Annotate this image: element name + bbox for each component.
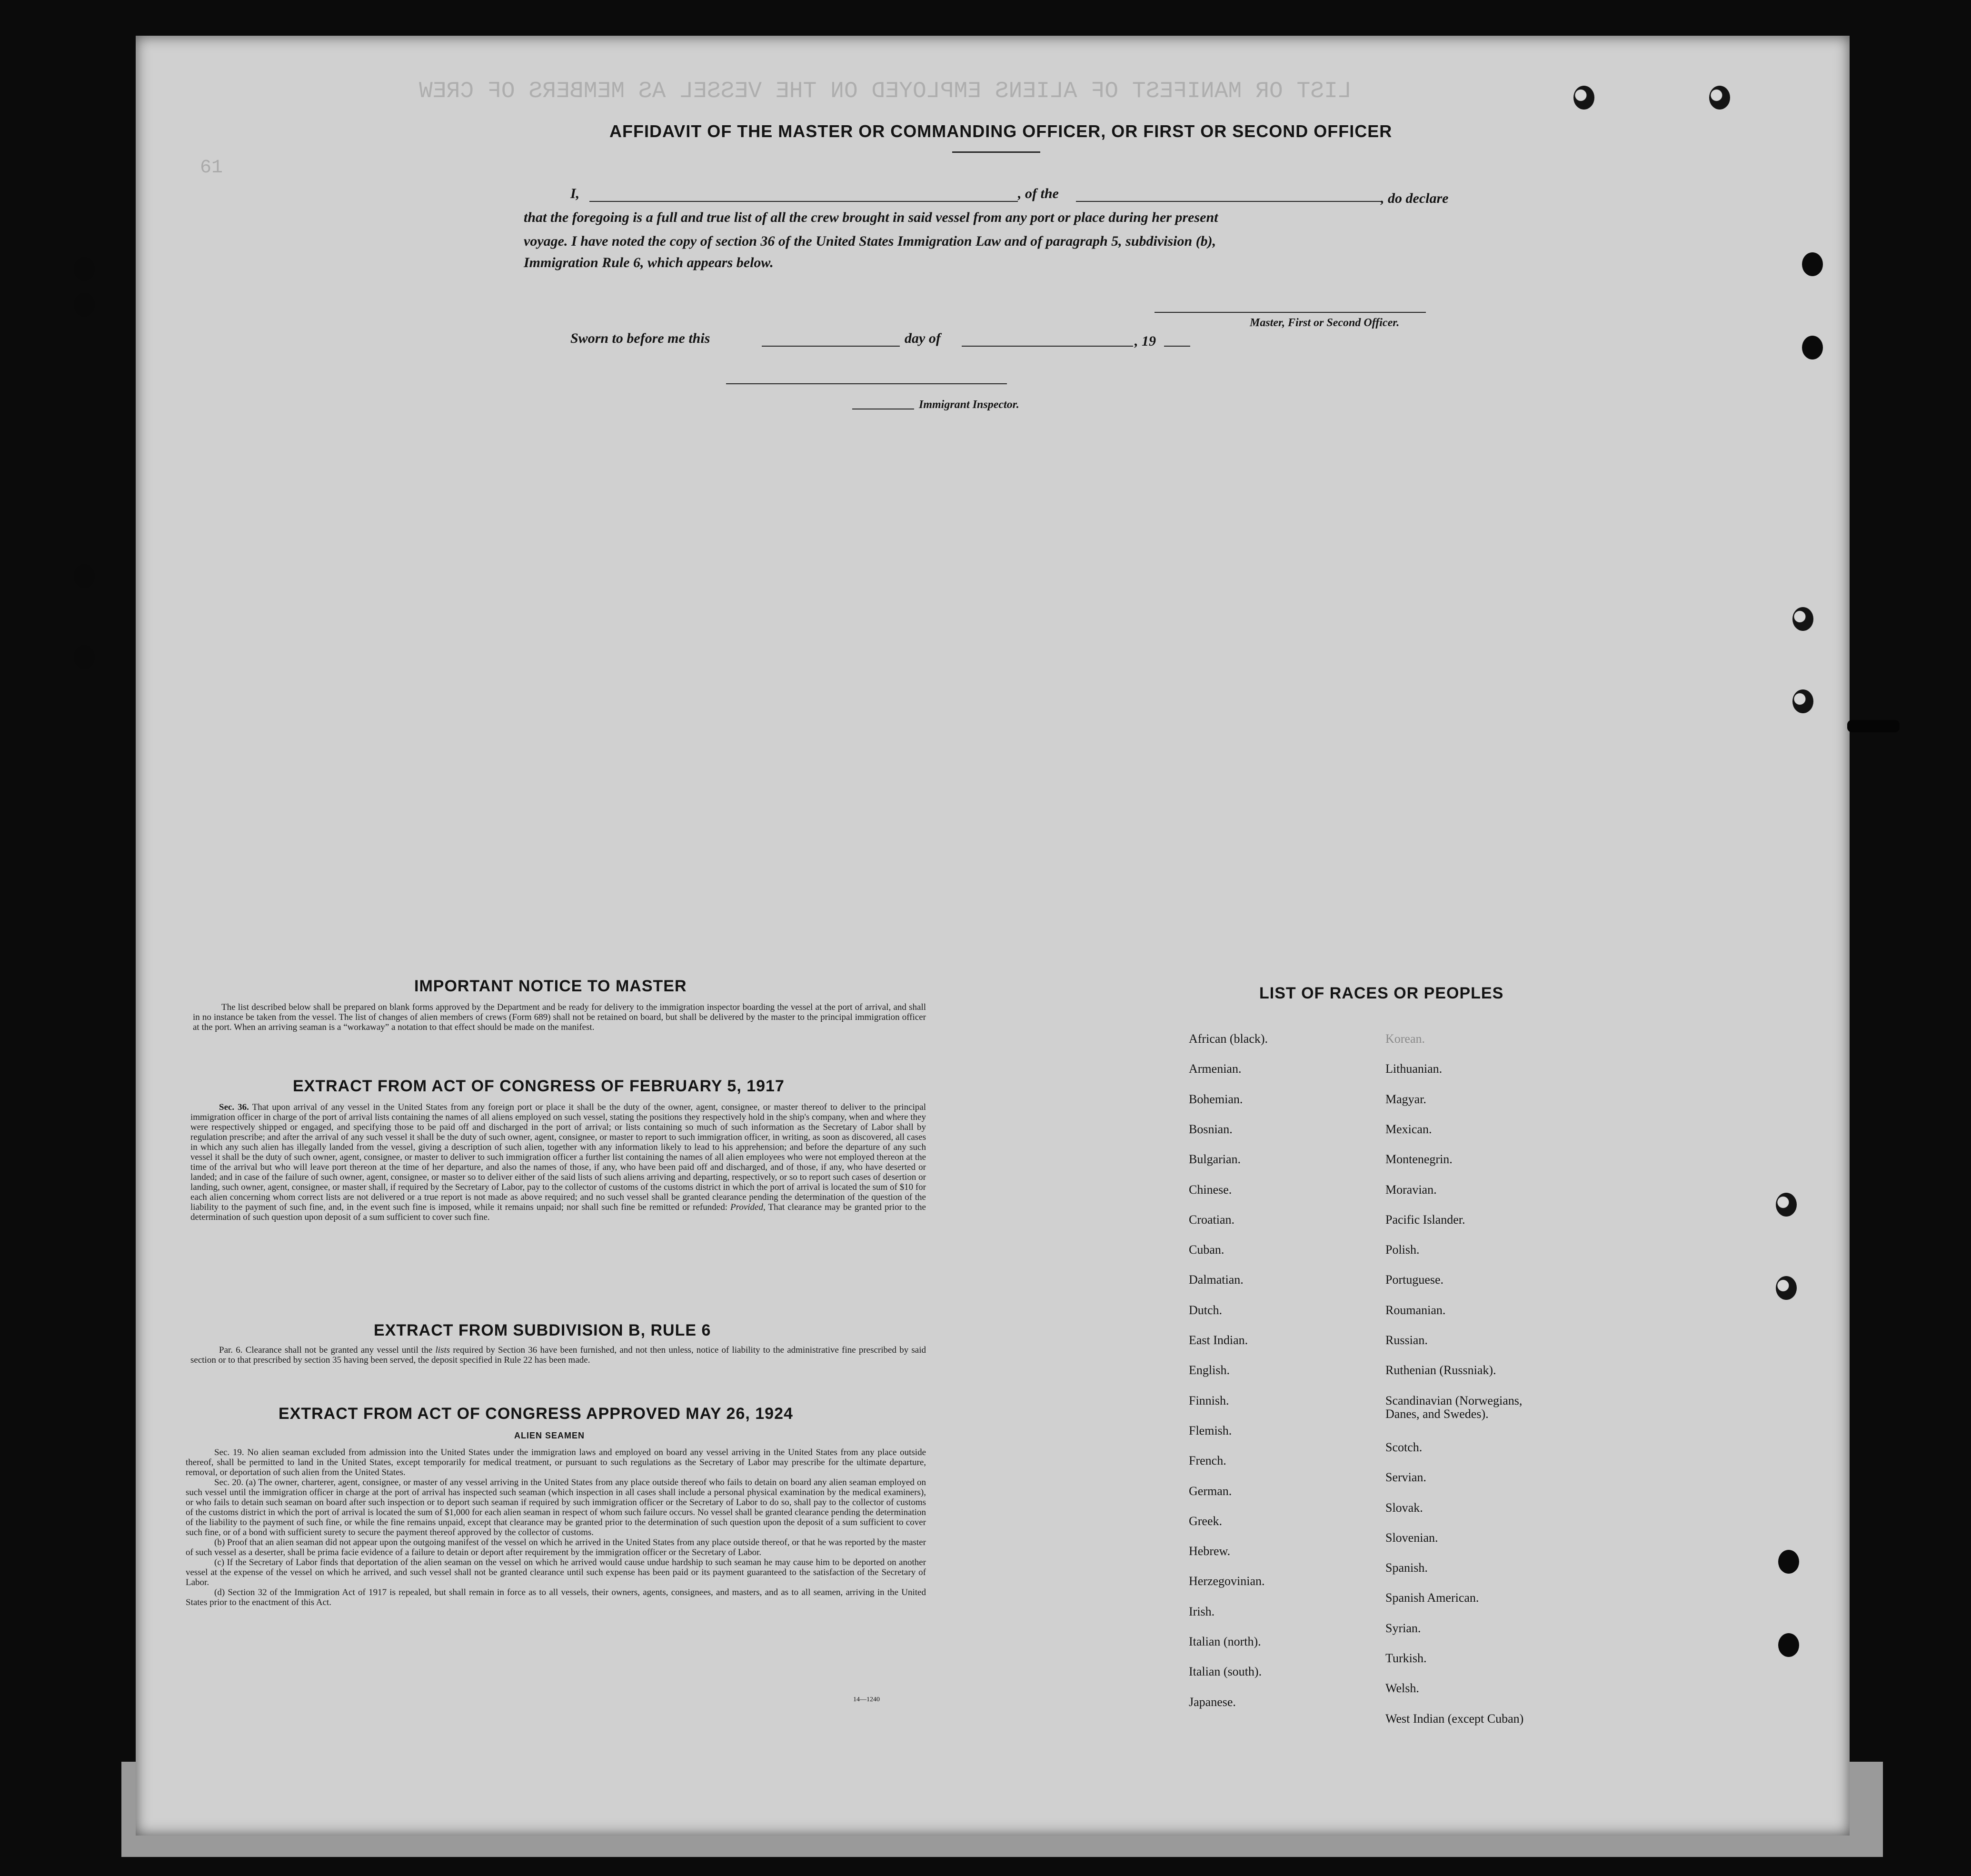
sec-20a: Sec. 20. (a) The owner, charterer, agent, consignee, or master of any vessel arriving in the United States from any place outside thereof who fails to detain on board any alien seaman employed on such vessel until the immigration officer in charge at the port of arrival has inspected such seaman (which inspection in all cases shall include a personal physical examination by the medical examiners), or who fails to detain such seaman on board after such inspection or to deport such seaman if required by such immigration officer or the Secretary of Labor to do so, shall pay to the collector of customs of the customs district in which the port of arrival is located the sum of $1,000 for each alien seaman in respect of whom such failure occurs. No vessel shall be granted clearance pending the determination of the liability to the payment of such fine, or while the fine remains unpaid, except that clearance may be granted prior to the determination of such question upon the deposit of a sum sufficient to cover such fine, or of a bond with sufficient surety to secure the payment thereof approved by the collector of customs. [186,1477,926,1537]
race-item: Magyar. [1385,1092,1426,1106]
race-item: Irish. [1189,1604,1215,1618]
of-the-label: , of the [1018,186,1059,201]
race-item: Russian. [1385,1333,1428,1347]
race-item: Cuban. [1189,1243,1224,1257]
race-item: Croatian. [1189,1212,1235,1227]
notice-title: IMPORTANT NOTICE TO MASTER [414,977,687,995]
sec-36-label: Sec. 36. [219,1102,249,1112]
name-line [589,201,1018,202]
race-item: Polish. [1385,1243,1420,1257]
punch-hole [1776,1193,1797,1217]
i-label: I, [570,186,580,201]
race-item: Portuguese. [1385,1273,1444,1287]
extract-1924-title: EXTRACT FROM ACT OF CONGRESS APPROVED MAY 26, 1924 [279,1405,793,1423]
race-item: Bohemian. [1189,1092,1243,1106]
rule6-text-after: required by Section 36 have been furnished, and not then unless, notice of liability to the administrative fine prescribed by said section or to that prescribed by section 35 having been served, the deposit specified in Rule 22 has been made. [190,1345,926,1365]
race-item: Montenegrin. [1385,1152,1453,1167]
race-item: Chinese. [1189,1182,1232,1197]
race-item: Pacific Islander. [1385,1212,1465,1227]
punch-hole [1776,1276,1797,1300]
day-line [762,346,900,347]
affidavit-body-1: that the foregoing is a full and true list of all the crew brought in said vessel from any port or place during her present [524,210,1218,225]
race-item: Italian (south). [1189,1665,1262,1679]
race-item: Korean. [1385,1032,1425,1046]
race-item: Armenian. [1189,1062,1242,1076]
race-item: Mexican. [1385,1122,1432,1136]
punch-hole [1709,86,1730,110]
affidavit-heading: AFFIDAVIT OF THE MASTER OR COMMANDING OFFICER, OR FIRST OR SECOND OFFICER [609,121,1393,141]
punch-hole [1802,336,1823,359]
provided-body: That clearance may be granted prior to the determination of such question upon deposit of a sum sufficient to cover such fine. [190,1202,926,1222]
margin-number: 61 [200,157,223,179]
extract-1917-title: EXTRACT FROM ACT OF CONGRESS OF FEBRUARY 5, 1917 [293,1077,785,1095]
race-item: Slovak. [1385,1500,1423,1515]
punch-hole [1792,689,1813,713]
race-item: Lithuanian. [1385,1062,1443,1076]
extract-1924-text [186,1447,926,1607]
rule6-text-before: Par. 6. Clearance shall not be granted any vessel until the [219,1345,433,1355]
race-item: West Indian (except Cuban) [1385,1711,1524,1726]
inspector-label: Immigrant Inspector. [919,399,1019,411]
race-item: Danes, and Swedes). [1385,1407,1489,1421]
year-label: , 19 [1135,333,1156,349]
race-item: Italian (north). [1189,1635,1261,1648]
race-item: French. [1189,1454,1226,1468]
race-item: Scandinavian (Norwegians, [1385,1393,1523,1407]
race-item: African (black). [1189,1032,1268,1046]
race-item: Bosnian. [1189,1122,1233,1136]
punch-hole [1573,86,1594,110]
punch-hole [1792,607,1813,631]
punch-hole [74,645,95,669]
punch-hole [1778,1550,1799,1574]
vessel-line [1076,201,1381,202]
punch-hole [74,257,95,281]
sec-20c: (c) If the Secretary of Labor finds that deportation of the alien seaman on the vessel on which he arrived would cause undue hardship to such seaman he may cause him to be deported on another vessel at the expense of the vessel on which he arrived, and such vessel shall not be granted clearance until such expense has been paid or its payment guaranteed to the satisfaction of the Secretary of Labor. [186,1557,926,1587]
race-item: English. [1189,1363,1230,1377]
race-item: Roumanian. [1385,1303,1446,1317]
race-item: Turkish. [1385,1651,1427,1665]
race-item: Welsh. [1385,1681,1419,1696]
race-item: Dalmatian. [1189,1273,1244,1287]
sworn-label: Sworn to before me this [570,330,710,346]
day-of-label: day of [905,330,941,346]
extract-rule6-title: EXTRACT FROM SUBDIVISION B, RULE 6 [374,1321,711,1339]
punch-hole [74,564,95,588]
notice-text: The list described below shall be prepared on blank forms approved by the Department and be ready for delivery to the immigration inspector boarding the vessel at the port of arrival, and shall in no instance be taken from the vessel. The list of changes of alien members of crews (Form 689) shall not be retained on board, but shall be delivered by the master to the principal immigration officer at the port. When an arriving seaman is a “workaway” a notation to that effect should be made on the manifest. [193,1002,926,1032]
race-item: Spanish American. [1385,1591,1479,1605]
year-line [1164,346,1190,347]
race-item: Bulgarian. [1189,1152,1241,1167]
sec-36-body: That upon arrival of any vessel in the United States from any foreign port or place it shall be the duty of the owner, agent, consignee, or master thereof to deliver to the principal immigration officer in charge of the port of arrival lists containing the names of all aliens employed on such vessel, stating the positions they respectively hold in the ship's company, when and where they were respectively shipped or engaged, and specifying those to be paid off and discharged in the port of arrival; or lists containing so much of such information as the Secretary of Labor shall by regulation prescribe; and after the arrival of any such vessel it shall be the duty of such owner, agent, consignee, or master to report to such immigration officer, in writing, as soon as discovered, all cases in which any such alien has illegally landed from the vessel, giving a description of such alien, together with any information likely to lead to his apprehension; and before the departure of any such vessel it shall be the duty of such owner, agent, consignee, or master to deliver to such immigration officer a further list containing the names of all alien employees who were not employed thereon at the time of the arrival but who will leave port thereon at the time of her departure, and also the names of those, if any, who have been paid off and discharged, and of those, if any, who have deserted or landed; and in case of the failure of such owner, agent, consignee, or master so to deliver either of the said lists of such aliens arriving and departing, respectively, or so to report such cases of desertion or landing, such owner, agent, consignee, or master shall, if required by the Secretary of Labor, pay to the collector of customs of the customs district in which the port of arrival is located the sum of $10 for each alien concerning whom correct lists are not delivered or a true report is not made as above required; and no such vessel shall be granted clearance pending the determination of the question of the liability to the payment of such fine, and, in the event such fine is imposed, while it remains unpaid; nor shall such fine be remitted or refunded: [190,1102,926,1212]
master-signature-line [1155,312,1426,313]
bleed-through-header: LIST OR MANIFEST OF ALIENS EMPLOYED ON THE VESSEL AS MEMBERS OF CREW [419,79,1352,104]
races-title: LIST OF RACES OR PEOPLES [1259,984,1504,1002]
heading-rule [952,151,1040,153]
master-signature-label: Master, First or Second Officer. [1250,317,1400,329]
affidavit-body-2: voyage. I have noted the copy of section 36 of the United States Immigration Law and of paragraph 5, subdivision (b), [524,233,1216,249]
extract-rule6-text [190,1345,926,1365]
race-item: Syrian. [1385,1621,1421,1635]
race-item: Hebrew. [1189,1544,1231,1558]
race-item: East Indian. [1189,1333,1248,1347]
rule6-lists-word: lists [435,1345,450,1355]
declare-label: , do declare [1381,190,1449,206]
sec-20d: (d) Section 32 of the Immigration Act of 1917 is repealed, but shall remain in force as to all vessels, their owners, agents, consignees, and masters, and as to all seamen, arriving in the United States prior to the enactment of this Act. [186,1587,926,1607]
race-item: Ruthenian (Russniak). [1385,1363,1496,1377]
race-item: Finnish. [1189,1393,1229,1407]
punch-hole [1802,252,1823,276]
race-item: Servian. [1385,1470,1426,1485]
form-number: 14—1240 [853,1696,880,1703]
race-item: Spanish. [1385,1561,1428,1575]
race-item: Flemish. [1189,1423,1232,1437]
race-item: Dutch. [1189,1303,1223,1317]
sec-19: Sec. 19. No alien seaman excluded from admission into the United States under the immigration laws and employed on board any vessel arriving in the United States from any place outside thereof, shall be permitted to land in the United States, except temporarily for medical treatment, or pursuant to such regulations as the Secretary of Labor may prescribe for the ultimate departure, removal, or deportation of such alien from the United States. [186,1447,926,1477]
race-item: Herzegovinian. [1189,1574,1265,1588]
inspector-signature-line [726,383,1007,384]
alien-seamen-subtitle: ALIEN SEAMEN [514,1431,585,1440]
race-item: German. [1189,1484,1232,1498]
punch-hole [74,293,95,317]
race-item: Greek. [1189,1514,1223,1528]
punch-hole [1778,1633,1799,1657]
sec-20b: (b) Proof that an alien seaman did not appear upon the outgoing manifest of the vessel on which he arrived in the United States from any place outside thereof, or that he was reported by the master of such vessel as a deserter, shall be prima facie evidence of a failure to detain or deport after requirement by the immigration officer or the Secretary of Labor. [186,1537,926,1557]
provided-label: Provided, [730,1202,766,1212]
affidavit-body-3: Immigration Rule 6, which appears below. [524,255,774,270]
race-item: Japanese. [1189,1695,1236,1709]
binding-clip [1847,720,1900,732]
race-item: Scotch. [1385,1440,1423,1454]
race-item: Slovenian. [1385,1530,1438,1545]
race-item: Moravian. [1385,1182,1437,1197]
month-line [962,346,1133,347]
extract-1917-text [190,1102,926,1222]
